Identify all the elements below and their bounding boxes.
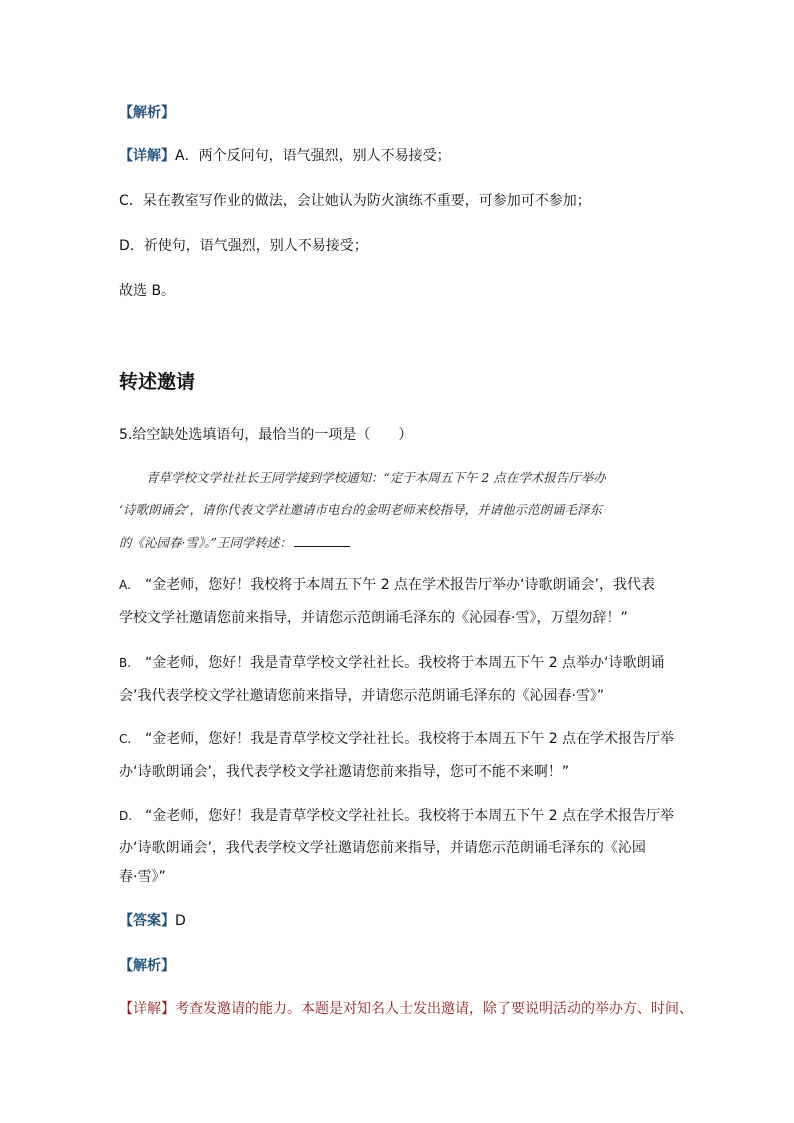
answer-line bbox=[119, 911, 186, 931]
option-b[interactable] bbox=[119, 653, 665, 673]
analysis-detail-tag: 【详解】 bbox=[119, 1001, 175, 1017]
option-c-label: C. bbox=[119, 732, 132, 746]
option-a-label: A. bbox=[119, 578, 131, 592]
notice-line-2: ‘诗歌朗诵会’，请你代表文学社邀请市电台的金明老师来校指导，并请他示范朗诵毛泽东 bbox=[119, 502, 602, 517]
answer-blank bbox=[294, 534, 350, 547]
answer-tag: 【答案】 bbox=[119, 913, 175, 929]
option-d-line-1: “金老师，您好！我是青草学校文学社社长。我校将于本周五下午 2 点在学术报告厅举 bbox=[145, 808, 675, 824]
option-d-line-2: 办‘诗歌朗诵会’，我代表学校文学社邀请您前来指导，并请您示范朗诵毛泽东的《沁园 bbox=[119, 840, 646, 856]
notice-line-3 bbox=[119, 533, 350, 553]
detail-line-1 bbox=[119, 146, 451, 166]
section-heading: 转述邀请 bbox=[119, 371, 196, 393]
option-b-label: B. bbox=[119, 656, 132, 670]
analysis-detail-text: 考查发邀请的能力。本题是对知名人士发出邀请，除了要说明活动的举办方、时间、 bbox=[175, 1001, 693, 1017]
option-a-line-2: 学校文学社邀请您前来指导，并请您示范朗诵毛泽东的《沁园春·雪》，万望勿辞！” bbox=[119, 610, 628, 626]
notice-line-3-text: 的《沁园春·雪》。”王同学转述： bbox=[119, 535, 292, 550]
answer-value: D bbox=[175, 913, 186, 929]
conclusion-line: 故选 B。 bbox=[119, 283, 176, 299]
analysis-detail bbox=[119, 999, 693, 1019]
option-b-line-2: 会’我代表学校文学社邀请您前来指导，并请您示范朗诵毛泽东的《沁园春·雪》” bbox=[119, 688, 605, 704]
option-d[interactable] bbox=[119, 806, 674, 826]
option-a[interactable] bbox=[119, 575, 655, 595]
option-c[interactable] bbox=[119, 729, 674, 749]
notice-line-1: 青草学校文学社社长王同学接到学校通知：“定于本周五下午 2 点在学术报告厅举办 bbox=[146, 470, 606, 485]
option-b-line-1: “金老师，您好！我是青草学校文学社社长。我校将于本周五下午 2 点举办‘诗歌朗诵 bbox=[145, 655, 665, 671]
option-c-line-1: “金老师，您好！我是青草学校文学社社长。我校将于本周五下午 2 点在学术报告厅举 bbox=[145, 731, 675, 747]
option-d-label: D. bbox=[119, 809, 133, 823]
detail-tag: 【详解】 bbox=[119, 148, 175, 164]
option-a-line-1: “金老师，您好！我校将于本周五下午 2 点在学术报告厅举办‘诗歌朗诵会’，我代表 bbox=[145, 577, 655, 593]
option-c-line-2: 办‘诗歌朗诵会’，我代表学校文学社邀请您前来指导，您可不能不来啊！” bbox=[119, 764, 570, 780]
detail-text-a: A．两个反问句，语气强烈，别人不易接受； bbox=[175, 148, 451, 164]
question-stem: 5.给空缺处选填语句，最恰当的一项是（ ） bbox=[119, 427, 413, 443]
detail-line-d: D．祈使句，语气强烈，别人不易接受； bbox=[119, 238, 368, 254]
analysis-tag-2: 【解析】 bbox=[119, 958, 175, 974]
analysis-tag: 【解析】 bbox=[119, 105, 175, 121]
detail-line-c: C．呆在教室写作业的做法，会让她认为防火演练不重要，可参加可不参加； bbox=[119, 193, 591, 209]
option-d-line-3: 春·雪》” bbox=[119, 869, 166, 885]
